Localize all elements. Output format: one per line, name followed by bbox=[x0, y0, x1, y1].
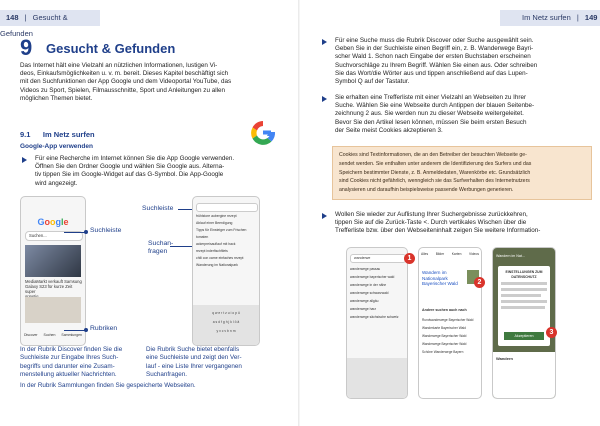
step-arrow-icon bbox=[22, 157, 27, 163]
caption-line: lauf - eine Liste Ihrer vergangenen bbox=[146, 362, 242, 370]
caption-left bbox=[20, 346, 138, 380]
caption-line: Suchleiste zur Eingabe Ihres Such- bbox=[20, 354, 119, 362]
right-page-header: Im Netz surfen | 149 bbox=[500, 10, 600, 26]
label-categories: Rubriken bbox=[90, 325, 118, 332]
google-g-icon bbox=[248, 118, 278, 148]
search-query: wanderwe bbox=[354, 256, 371, 260]
pointer-line bbox=[64, 232, 86, 233]
dialog-title: EINSTELLUNGEN ZUM DATENSCHUTZ bbox=[505, 270, 543, 279]
step-1-text bbox=[35, 155, 293, 188]
step-line: zeichnung 2 aus. Sie werden nun zu dieser Webseite weitergeleitet. bbox=[335, 110, 524, 118]
note-line: analysieren und daraufhin beispielsweise passende Werbungen generieren. bbox=[339, 187, 514, 194]
related-item[interactable]: Wanderkarte Bayerischer Wald bbox=[422, 326, 466, 330]
tab-videos[interactable]: Videos bbox=[468, 252, 479, 256]
caption-line: In der Rubrik Discover finden Sie die bbox=[20, 346, 123, 353]
text-line bbox=[501, 282, 547, 285]
step-line: Suchvorschläge zu Ihrem Begriff. Wählen Sie einen aus. Oder schreiben bbox=[335, 61, 538, 69]
chapter-title: Gesucht & Gefunden bbox=[46, 41, 176, 56]
news-line: MediaMarkt verkauft Samsung bbox=[25, 279, 82, 284]
page-heading: Wandern bbox=[496, 356, 513, 361]
section-heading bbox=[20, 124, 95, 142]
step-line: Sie erhalten eine Trefferliste mit einer Vielzahl an Webseiten zu Ihrer bbox=[335, 94, 527, 101]
suggestion-item[interactable]: wanderwege bayerischer wald bbox=[350, 275, 395, 279]
search-bar[interactable] bbox=[196, 203, 258, 212]
cookie-note-box bbox=[332, 146, 592, 200]
chapter-intro bbox=[20, 62, 290, 103]
page-number-left: 148 bbox=[6, 13, 19, 22]
step-arrow-icon bbox=[322, 96, 327, 102]
step-line: der Seite meist Cookies akzeptieren 3. bbox=[335, 126, 443, 134]
suggestion-item[interactable]: wanderwege passau bbox=[350, 267, 381, 271]
cookie-dialog bbox=[498, 266, 550, 346]
history-item[interactable]: Ablauf einer Beerdigung bbox=[196, 221, 233, 225]
nav-collections[interactable]: Sammlungen bbox=[61, 333, 82, 337]
callout-badge-1: 1 bbox=[404, 253, 415, 264]
page-number-right: 149 bbox=[584, 13, 598, 22]
phone-search-screenshot bbox=[192, 196, 260, 346]
keyboard-row: a s d f g h j k l ö ä bbox=[212, 320, 240, 324]
pointer-dot bbox=[84, 328, 88, 332]
chapter-number: 9 bbox=[20, 35, 33, 60]
callout-badge-3: 3 bbox=[546, 327, 557, 338]
tab-images[interactable]: Bilder bbox=[435, 252, 445, 256]
search-bar[interactable] bbox=[350, 254, 406, 263]
step-line: Öffnen Sie den Ordner Google und wählen Sie Google aus. Alterna- bbox=[35, 163, 225, 171]
pointer-line bbox=[64, 330, 86, 331]
note-line: sind Cookies nicht gefährlich, wenngleich sie das Surfverhalten des Internetnutzers bbox=[339, 178, 530, 185]
news-image bbox=[25, 245, 81, 277]
news-image-2 bbox=[25, 297, 81, 323]
history-item[interactable]: chili con carne einfaches rezept bbox=[196, 256, 244, 260]
step-line: Geben Sie in der Suchleiste einen Begriff ein, z. B. Wanderwege Bayri- bbox=[335, 45, 534, 53]
caption-right bbox=[146, 346, 286, 380]
step-line: Bevor Sie den Artikel lesen können, müssen Sie beim ersten Besuch bbox=[335, 118, 527, 126]
step-line: Trefferliste bzw. über den Webseiteninhalt zeigen Sie weitere Information- bbox=[335, 227, 541, 235]
pointer-line bbox=[178, 209, 192, 210]
text-line bbox=[501, 300, 547, 303]
intro-line: Das Internet hält eine Vielzahl an nützlichen Informationen, lustigen Vi- bbox=[20, 62, 218, 69]
keyboard-row: y x c v b n m bbox=[216, 329, 236, 333]
note-line: sendet werden. Sie enthalten unter anderem die Identifizierung des Surfers und das bbox=[339, 160, 532, 167]
text-line bbox=[501, 306, 545, 309]
right-page bbox=[300, 0, 600, 426]
suggestion-item[interactable]: wanderwege schwarzwald bbox=[350, 291, 389, 295]
pointer-dot bbox=[84, 230, 88, 234]
bottom-nav bbox=[21, 333, 85, 338]
history-item[interactable]: ackerpreisauflauf mit hack bbox=[196, 242, 236, 246]
keyboard[interactable] bbox=[193, 305, 259, 345]
pointer-line bbox=[170, 246, 192, 247]
accept-cookies-button[interactable]: Akzeptieren bbox=[504, 332, 544, 340]
step-line: Für eine Recherche im Internet können Sie die App Google verwenden. bbox=[35, 155, 235, 162]
section-title: Im Netz surfen bbox=[42, 130, 95, 139]
intro-line: möglichen Themen bietet. bbox=[20, 94, 93, 102]
step-arrow-icon bbox=[322, 213, 327, 219]
note-line: Cookies sind Textinformationen, die an den Betreiber der besuchten Webseite ge- bbox=[339, 152, 527, 158]
text-line bbox=[501, 288, 547, 291]
related-item[interactable]: Schöne Wanderwege Bayern bbox=[422, 350, 464, 354]
step-line: Symbol Q auf der Tastatur. bbox=[335, 78, 410, 86]
label-search-bar: Suchleiste bbox=[90, 227, 122, 234]
running-title-right: Im Netz surfen bbox=[522, 13, 571, 22]
step-line: tiv tippen Sie im Google-Widget auf das G-Symbol. Die App-Google bbox=[35, 171, 224, 179]
intro-line: Videos zu Sport, Spielen, Filmausschnitte, Sport und Anleitungen zu allen bbox=[20, 86, 226, 94]
related-item[interactable]: Wanderwege Bayerischer Wald bbox=[422, 342, 467, 346]
suggestion-item[interactable]: wanderwege in der nähe bbox=[350, 283, 387, 287]
caption-line: Die Rubrik Suche bietet ebenfalls bbox=[146, 346, 240, 353]
result-title-link[interactable]: Wandern im Nationalpark Bayerischer Wald bbox=[422, 270, 458, 286]
related-list bbox=[422, 316, 480, 356]
history-item[interactable]: rezept inderfischfilets bbox=[196, 249, 228, 253]
section-number: 9.1 bbox=[20, 130, 31, 139]
phone-discover-screenshot bbox=[20, 196, 86, 346]
caption-line: begriffs und darunter eine Zusam- bbox=[20, 362, 115, 370]
result-tabs bbox=[421, 252, 479, 257]
tab-all[interactable]: Alles bbox=[421, 252, 429, 256]
step-line: Sie das Wort/die Wörter aus und tippen anschließend auf das Lupen- bbox=[335, 69, 528, 77]
suggestion-list bbox=[350, 265, 406, 321]
search-placeholder: Suchen... bbox=[29, 233, 47, 238]
caption-collections: In der Rubrik Sammlungen finden Sie gespeicherte Webseiten. bbox=[20, 382, 196, 389]
caption-line: eine Suchleiste und zeigt den Ver- bbox=[146, 354, 242, 362]
suggestion-item[interactable]: wanderwege harz bbox=[350, 307, 377, 311]
history-item[interactable]: Wanderung im Nationalpark bbox=[196, 263, 238, 267]
site-title: Wandern im Nat... bbox=[496, 254, 525, 258]
step-line: scher Wald 1. Schon nach Eingabe der ersten Buchstaben erscheinen bbox=[335, 53, 531, 61]
related-heading: Andere suchen auch nach bbox=[422, 308, 467, 312]
step-2-text bbox=[335, 37, 587, 86]
history-item[interactable]: Tipps für Einsteiger zum Frischen tomaten bbox=[196, 228, 247, 239]
keyboard-row: q w e r t z u i o p ü bbox=[212, 311, 240, 315]
caption-line: Suchanfragen. bbox=[146, 371, 187, 379]
step-line: Suche. Wählen Sie eine Webseite durch Antippen der blauen Seitenbe- bbox=[335, 102, 535, 110]
label-search-queries bbox=[148, 240, 173, 256]
note-line: Speichern bestimmter Dienste, z. B. Anmeldedaten, Warenkörbe etc. Grundsätzlich bbox=[339, 169, 531, 176]
subsection-title: Google-App verwenden bbox=[20, 143, 93, 150]
left-page-header: 148 | Gesucht & Gefunden bbox=[0, 10, 100, 26]
intro-line: mit den Suchfunktionen der App Google und dem Videoportal YouTube, das bbox=[20, 78, 232, 86]
tab-maps[interactable]: Karten bbox=[451, 252, 462, 256]
nav-search[interactable]: Suchen bbox=[43, 333, 56, 337]
history-list bbox=[196, 213, 258, 269]
suggestion-item[interactable]: wanderwege sächsische schweiz bbox=[350, 315, 399, 319]
running-title-left: Gesucht & Gefunden bbox=[0, 13, 68, 38]
google-logo: Google bbox=[37, 217, 69, 227]
nav-discover[interactable]: Discover bbox=[23, 333, 38, 337]
phone-suggestions-screenshot bbox=[346, 247, 408, 399]
intro-line: deos, Einkaufsmöglichkeiten u. v. m. bereit. Dieses Kapitel beschäftigt sich bbox=[20, 70, 229, 78]
step-3-text bbox=[335, 94, 587, 135]
label-search-bar-2: Suchleiste bbox=[142, 205, 174, 212]
history-item[interactable]: frühlstore aubergine rezept bbox=[196, 214, 237, 218]
suggestion-item[interactable]: wanderwege allgäu bbox=[350, 299, 379, 303]
page-content bbox=[493, 352, 555, 398]
step-line: wird angezeigt. bbox=[35, 179, 78, 187]
news-line: Galaxy S23 für kurze Zeit super bbox=[25, 284, 73, 294]
step-4-text bbox=[335, 211, 589, 236]
phone-results-screenshot bbox=[418, 247, 482, 399]
step-arrow-icon bbox=[322, 39, 327, 45]
step-line: tippen Sie auf die Zurück-Taste <. Durch vertikales Wischen über die bbox=[335, 219, 527, 227]
step-line: Wollen Sie wieder zur Auflistung Ihrer Suchergebnisse zurückkehren, bbox=[335, 211, 528, 218]
news-headline[interactable] bbox=[25, 279, 83, 299]
caption-line: menstellung aktueller Nachrichten. bbox=[20, 371, 117, 379]
step-line: Für eine Suche muss die Rubrik Discover oder Suche ausgewählt sein. bbox=[335, 37, 534, 44]
callout-badge-2: 2 bbox=[474, 277, 485, 288]
text-line bbox=[501, 294, 541, 297]
phone-cookie-screenshot bbox=[492, 247, 556, 399]
related-item[interactable]: Wanderwege Bayerischer Wald bbox=[422, 334, 467, 338]
related-item[interactable]: Rundwanderwege Bayerischer Wald bbox=[422, 318, 474, 322]
keyboard[interactable] bbox=[347, 358, 407, 398]
label-line: Suchan- bbox=[148, 240, 174, 247]
label-line: fragen bbox=[148, 248, 168, 255]
